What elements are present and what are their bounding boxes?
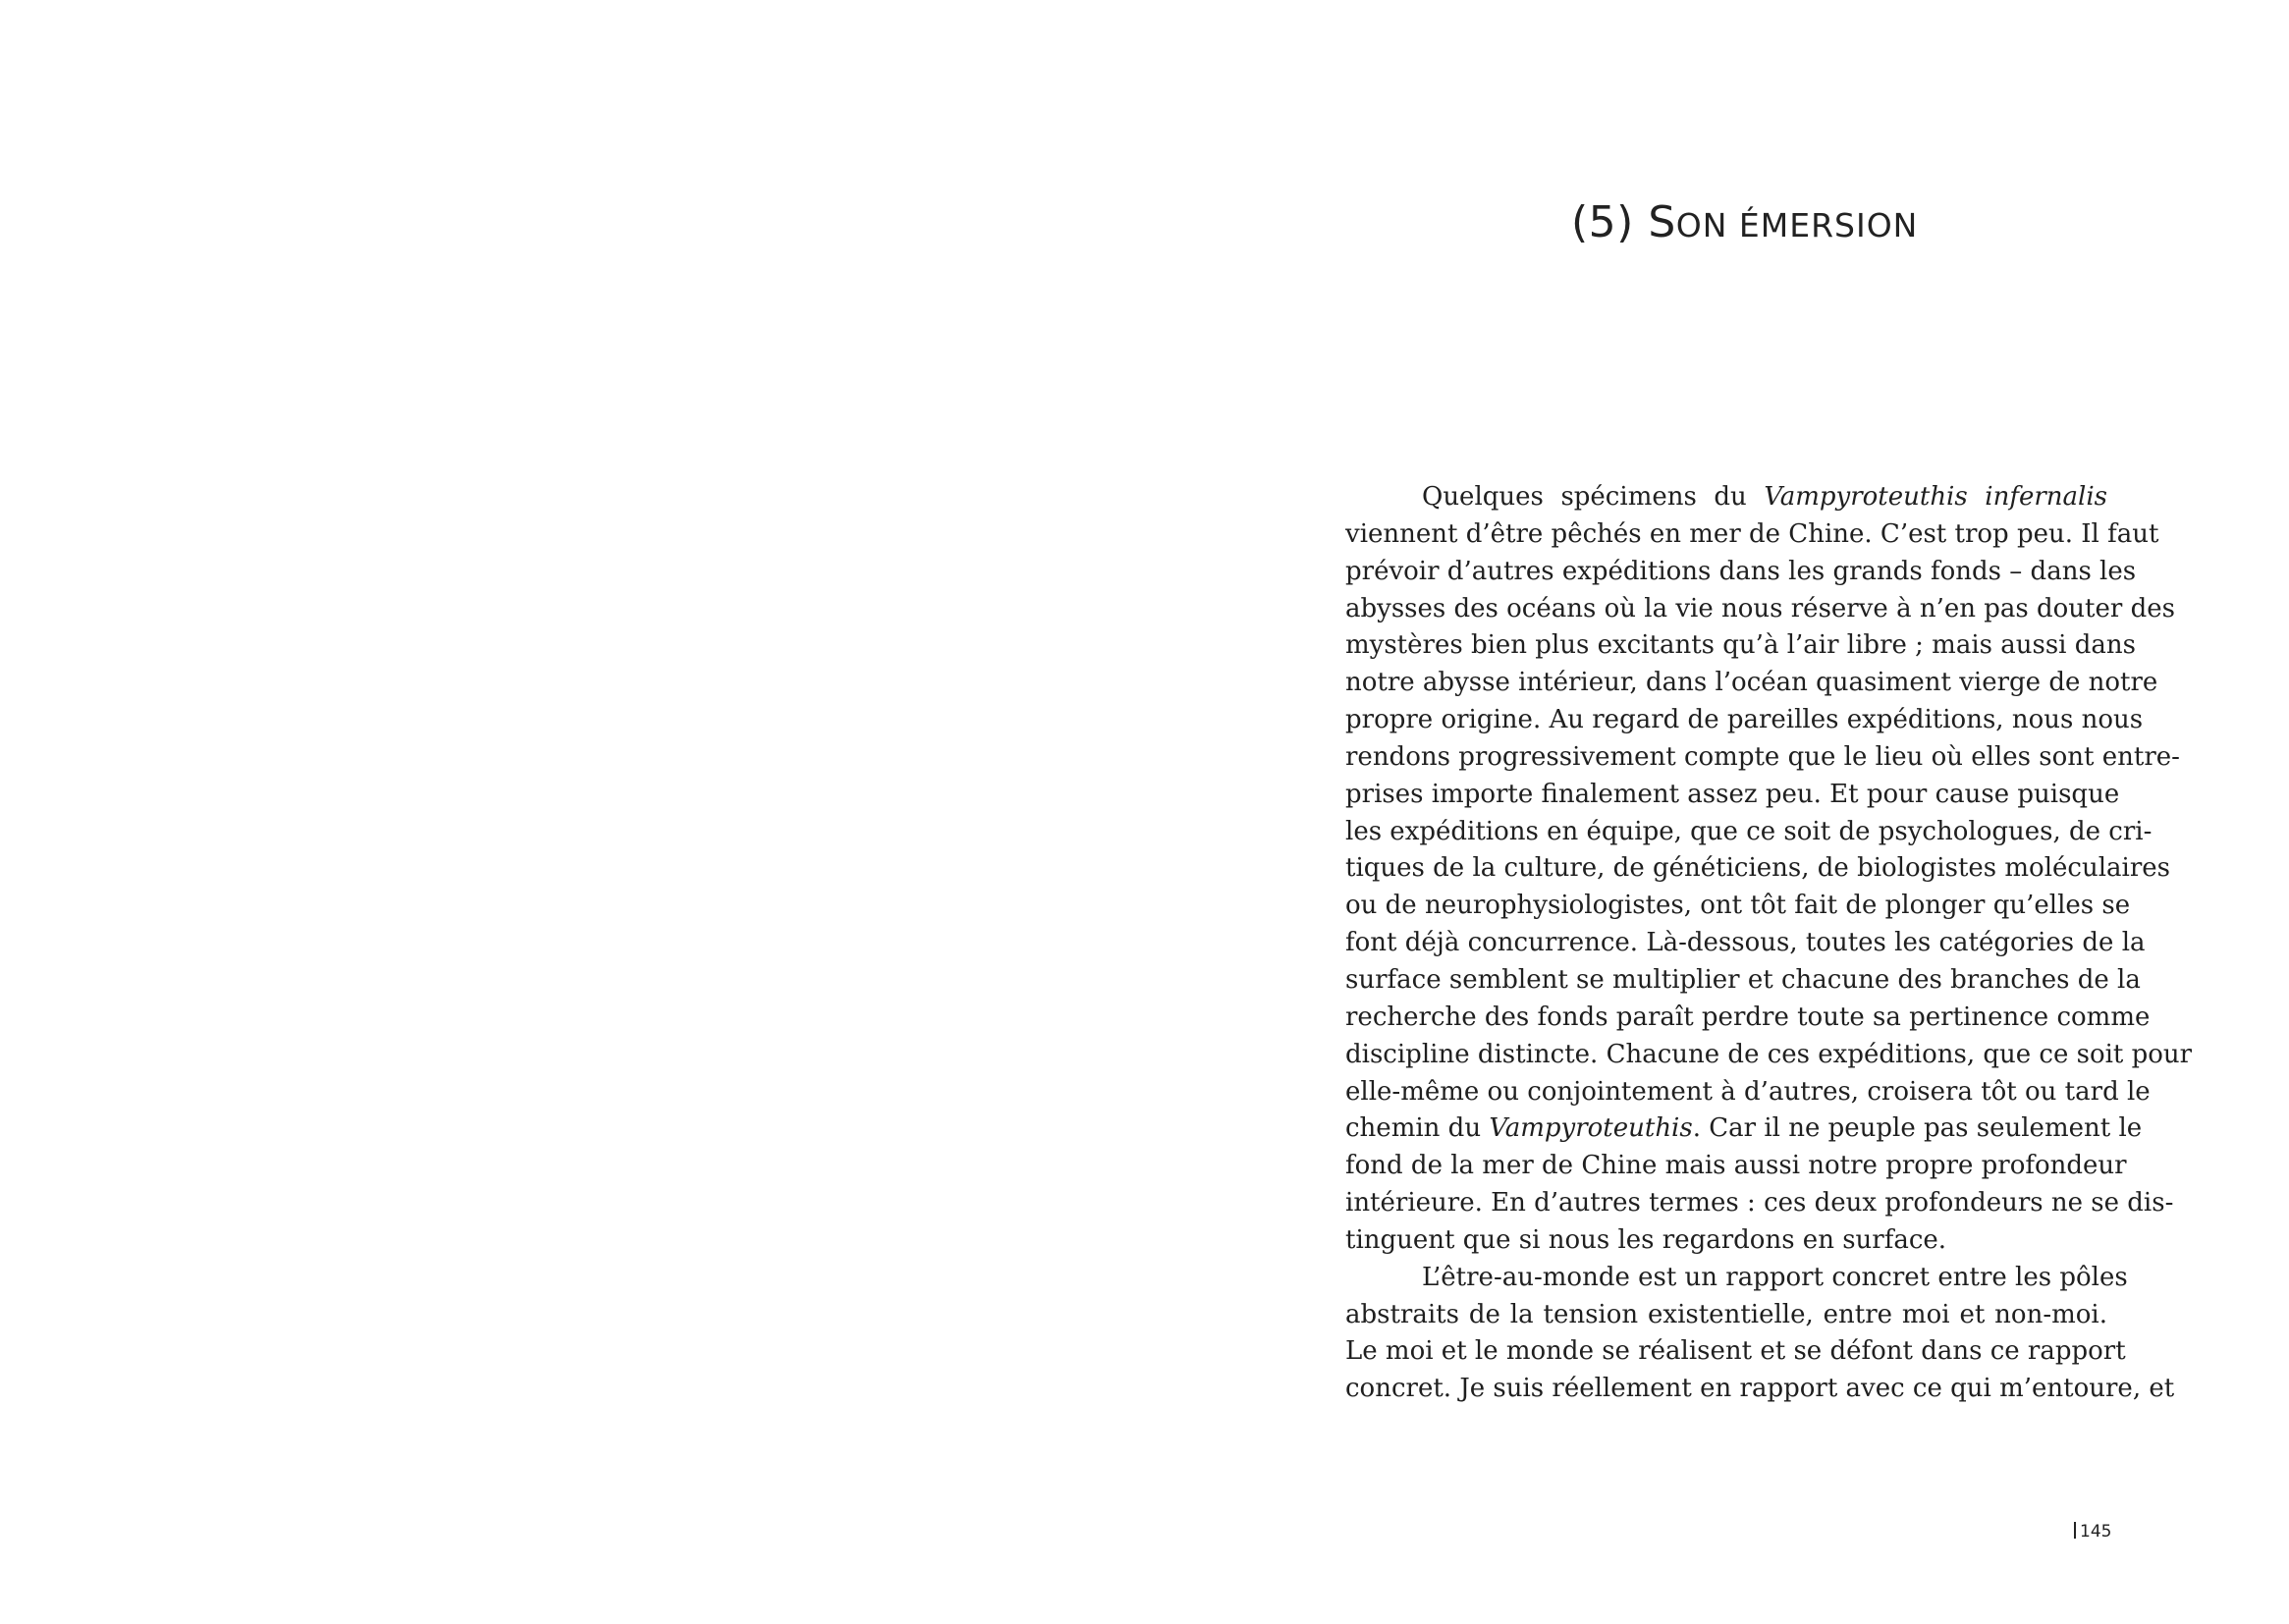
- text-line: [1345, 1185, 2174, 1222]
- text-span: font déjà concurrence. Là-dessous, toutes les catégories de la: [1345, 928, 2146, 958]
- page-number: [2074, 1522, 2111, 1542]
- text-span: les expéditions en équipe, que ce soit de psychologues, de cri-: [1345, 816, 2153, 846]
- text-line: [1345, 591, 2175, 628]
- text-line: [1345, 1333, 2126, 1371]
- text-span: rendons progressivement compte que le lieu où elles sont entre-: [1345, 741, 2180, 772]
- text-line: [1345, 1074, 2151, 1111]
- text-span: fond de la mer de Chine mais aussi notre propre profondeur: [1345, 1151, 2127, 1181]
- folio-rule: [2074, 1522, 2076, 1539]
- chapter-title-initial: S: [1648, 197, 1676, 248]
- text-span: notre abysse intérieur, dans l’océan quasiment vierge de notre: [1345, 668, 2158, 698]
- text-line: [1345, 554, 2137, 591]
- text-line: [1345, 1297, 2107, 1334]
- text-span: abstraits de la tension existentielle, entre moi et non-moi.: [1345, 1299, 2107, 1329]
- text-line: [1345, 962, 2141, 1000]
- chapter-number: (5): [1571, 197, 1634, 248]
- italic-span: Vampyroteuthis infernalis: [1764, 482, 2107, 512]
- text-line: [1345, 479, 2107, 516]
- text-line: [1345, 1148, 2127, 1185]
- text-line: [1345, 925, 2146, 962]
- text-line: [1345, 850, 2171, 888]
- text-span: discipline distincte. Chacune de ces expéditions, que ce soit pour: [1345, 1039, 2193, 1069]
- text-line: [1345, 1222, 2107, 1260]
- text-span: ou de neurophysiologistes, ont tôt fait de plonger qu’elles se: [1345, 891, 2131, 921]
- text-span: tiques de la culture, de généticiens, de biologistes moléculaires: [1345, 853, 2171, 884]
- italic-span: Vampyroteuthis: [1489, 1113, 1693, 1144]
- text-line: [1345, 739, 2180, 777]
- text-line: [1345, 665, 2158, 702]
- text-span: prises importe finalement assez peu. Et pour cause puisque: [1345, 779, 2120, 809]
- text-span: Quelques spécimens du: [1422, 482, 1765, 512]
- text-line: [1345, 516, 2159, 554]
- text-span: chemin du: [1345, 1113, 1490, 1144]
- chapter-title: [1571, 197, 1964, 247]
- text-line: [1345, 814, 2153, 851]
- text-span: recherche des fonds paraît perdre toute sa pertinence comme: [1345, 1001, 2151, 1032]
- text-span: tinguent que si nous les regardons en surface.: [1345, 1224, 1947, 1255]
- text-line: [1345, 888, 2131, 925]
- text-span: viennent d’être pêchés en mer de Chine. C’est trop peu. Il faut: [1345, 518, 2159, 549]
- text-span: elle-même ou conjointement à d’autres, croisera tôt ou tard le: [1345, 1076, 2151, 1107]
- text-span: propre origine. Au regard de pareilles expéditions, nous nous: [1345, 705, 2144, 735]
- text-line: [1345, 1000, 2151, 1037]
- body-text: [1345, 479, 2193, 1408]
- text-line: [1345, 627, 2136, 665]
- text-line: [1345, 702, 2144, 739]
- text-span: surface semblent se multiplier et chacune des branches de la: [1345, 964, 2141, 995]
- text-span: concret. Je suis réellement en rapport avec ce qui m’entoure, et: [1345, 1374, 2175, 1404]
- text-line: [1345, 777, 2120, 814]
- chapter-title-rest: ON ÉMERSION: [1675, 206, 1919, 245]
- text-span: abysses des océans où la vie nous réserve à n’en pas douter des: [1345, 593, 2175, 623]
- text-line: [1345, 1371, 2175, 1408]
- text-span: mystères bien plus excitants qu’à l’air libre ; mais aussi dans: [1345, 630, 2136, 661]
- text-span: L’être-au-monde est un rapport concret entre les pôles: [1422, 1262, 2128, 1292]
- left-page-blank: [0, 0, 1144, 1624]
- text-span: prévoir d’autres expéditions dans les grands fonds – dans les: [1345, 556, 2137, 586]
- text-line: [1345, 1110, 2143, 1148]
- text-span: intérieure. En d’autres termes : ces deux profondeurs ne se dis-: [1345, 1188, 2174, 1218]
- text-line: [1345, 1037, 2193, 1074]
- page-number-value: 145: [2080, 1522, 2112, 1542]
- text-span: Le moi et le monde se réalisent et se défont dans ce rapport: [1345, 1336, 2126, 1367]
- text-span: . Car il ne peuple pas seulement le: [1692, 1113, 2143, 1144]
- text-line: [1345, 1260, 2128, 1297]
